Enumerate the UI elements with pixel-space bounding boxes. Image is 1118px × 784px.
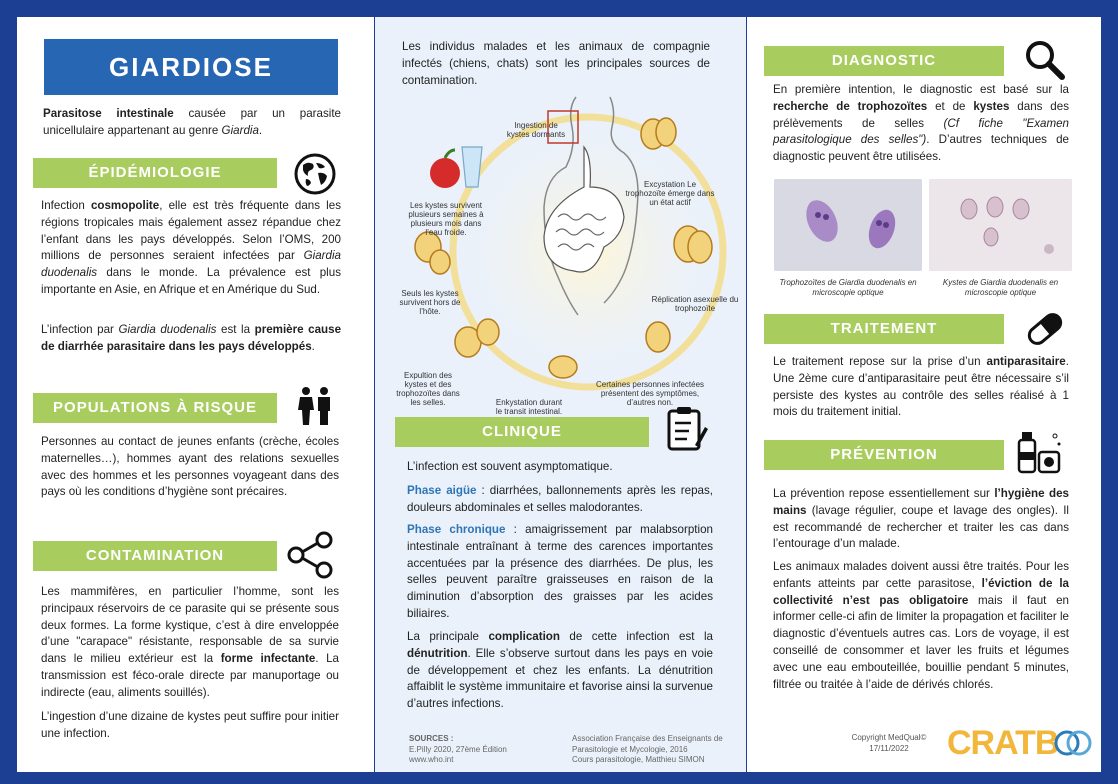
epidemio-text-1: Infection cosmopolite, elle est très fréquente dans les régions tropicales mais également assez répandue chez l’enfant dans les pays développés. Selon l’OMS, 200 millions de personnes seraient infectées par Giardia duodenalis dans le monde. La prévalence est plus importante en Asie, en Afrique et en Amérique du Sud. — [41, 199, 341, 296]
right-column — [747, 17, 1101, 772]
prevention-heading: PRÉVENTION — [764, 440, 1004, 470]
traitement-text: Le traitement repose sur la prise d’un antiparasitaire. Une 2ème cure d’antiparasitaire peut être nécessaire s’il persiste des kystes au contrôle des selles réalisé à 1 mois du traitement initial. — [773, 355, 1069, 419]
left-column — [17, 17, 374, 772]
giardia-life-cycle-diagram — [388, 87, 740, 416]
people-icon — [296, 386, 334, 431]
sources-right: Association Française des Enseignants de Parasitologie et Mycologie, 2016 Cours parasitologie, Matthieu SIMON — [572, 734, 723, 764]
contamination-sources-text: Les individus malades et les animaux de compagnie infectés (chiens, chats) sont les principales sources de contamination. — [402, 40, 710, 87]
cycle-eau-label: Les kystes survivent plusieurs semaines à plusieurs mois dans l’eau froide. — [408, 201, 484, 237]
prevention-text-2: Les animaux malades doivent aussi être traités. Pour les enfants atteints par cette parasitose, l’éviction de la collectivité n’est pas obligatoire mais il faut en informer celle-ci afin de limiter la propagation et faciliter le diagnostic d’éventuels autres cas. Lors de voyage, il est conseillé de consommer et laver les fruits et légumes avec une eau embouteillée, bouillie pendant 5 minutes, filtrée ou traitée à l’aide de dérivés chlorés. — [773, 560, 1069, 691]
clipboard-icon — [665, 405, 709, 458]
epidemio-heading: ÉPIDÉMIOLOGIE — [33, 158, 277, 188]
trophozoite-photo — [774, 179, 922, 271]
cyst-photo — [929, 179, 1072, 271]
cycle-ingestion-label: Ingestion de kystes dormants — [506, 121, 566, 139]
cycle-replication-label: Réplication asexuelle du trophozoïte — [651, 295, 739, 313]
contamination-text-2: L’ingestion d’une dizaine de kystes peut suffire pour initier une infection. — [41, 710, 339, 740]
cratb-logo: CRATB — [947, 724, 1059, 762]
populations-heading: POPULATIONS À RISQUE — [33, 393, 277, 423]
contamination-heading: CONTAMINATION — [33, 541, 277, 571]
sources-left: SOURCES : E.Pilly 2020, 27ème Édition www.who.int — [409, 734, 507, 764]
traitement-heading: TRAITEMENT — [764, 314, 1004, 344]
network-logo-icon — [1053, 725, 1093, 766]
prevention-text-1: La prévention repose essentiellement sur l’hygiène des mains (lavage régulier, coupe et lavage des ongles). Il est recommandé de rechercher et traiter les cas dans l’entourage d’un malade. — [773, 487, 1069, 551]
globe-icon — [294, 153, 336, 200]
magnifier-icon — [1024, 39, 1066, 86]
intro-text: Parasitose intestinale causée par un parasite unicellulaire appartenant au genre Giardia. — [43, 107, 341, 137]
share-icon — [285, 530, 335, 585]
page-title: GIARDIOSE — [44, 39, 338, 95]
diagnostic-heading: DIAGNOSTIC — [764, 46, 1004, 76]
clinique-complication-text: La principale complication de cette infection est la dénutrition. Elle s’observe surtout dans les pays en voie de développement et chez les enfants. La dénutrition affaiblit le système immunitaire et favorise ainsi la survenue d’autres infections. — [407, 630, 713, 711]
clinique-text-1: L’infection est souvent asymptomatique. — [407, 460, 613, 473]
cycle-symptomes-label: Certaines personnes infectées présentent des symptômes, d’autres non. — [595, 380, 705, 407]
populations-text: Personnes au contact de jeunes enfants (crèche, écoles maternelles…), hommes ayant des relations sexuelles avec des hommes et les personnes voyageant dans des pays où les conditions d’hygiène sont précaires. — [41, 435, 339, 499]
middle-column — [375, 17, 746, 772]
copyright: Copyright MedQual© 17/11/2022 — [851, 733, 927, 753]
trophozoite-caption: Trophozoïtes de Giardia duodenalis en microscopie optique — [779, 278, 917, 297]
cycle-enkystation-label: Enkystation durant le transit intestinal. — [495, 398, 563, 416]
hand-soap-icon — [1017, 426, 1063, 479]
contamination-text-1: Les mammifères, en particulier l’homme, sont les principaux réservoirs de ce parasite qui se présente sous deux formes. La forme kystique, c’est à dire enveloppée d’une "carapace" résistante, responsable de sa survie dans le milieu extérieur est la forme infectante. La transmission est féco-orale directe par manuportage ou indirecte (eau, aliments souillés). — [41, 585, 339, 699]
cycle-seuls-label: Seuls les kystes survivent hors de l’hôte. — [399, 289, 461, 316]
pill-icon — [1024, 308, 1066, 355]
epidemio-text-2: L’infection par Giardia duodenalis est la première cause de diarrhée parasitaire dans les pays développés. — [41, 323, 342, 353]
clinique-phase-chronique: Phase chronique : amaigrissement par malabsorption intestinale entraînant à terme des carences importantes accentuées par la présence des diarrhées. De plus, les selles peuvent paraître graisseuses en raison de la diminution d’absorption des graisses par les acides biliaires. — [407, 523, 714, 620]
cyst-caption: Kystes de Giardia duodenalis en microscopie optique — [942, 278, 1059, 297]
diagnostic-text: En première intention, le diagnostic est basé sur la recherche de trophozoïtes et de kystes dans des prélèvements de selles (Cf fiche "Examen parasitologique des selles"). D’autres techniques de diagnostic peuvent être utilisées. — [773, 83, 1070, 164]
clinique-phase-aigue: Phase aigüe : diarrhées, ballonnements après les repas, douleurs abdominales et selles malodorantes. — [407, 484, 713, 514]
clinique-heading: CLINIQUE — [395, 417, 649, 447]
cycle-excystation-label: Excystation Le trophozoïte émerge dans un état actif — [625, 180, 715, 207]
cycle-expulsion-label: Expultion des kystes et des trophozoïtes dans les selles. — [396, 371, 460, 407]
